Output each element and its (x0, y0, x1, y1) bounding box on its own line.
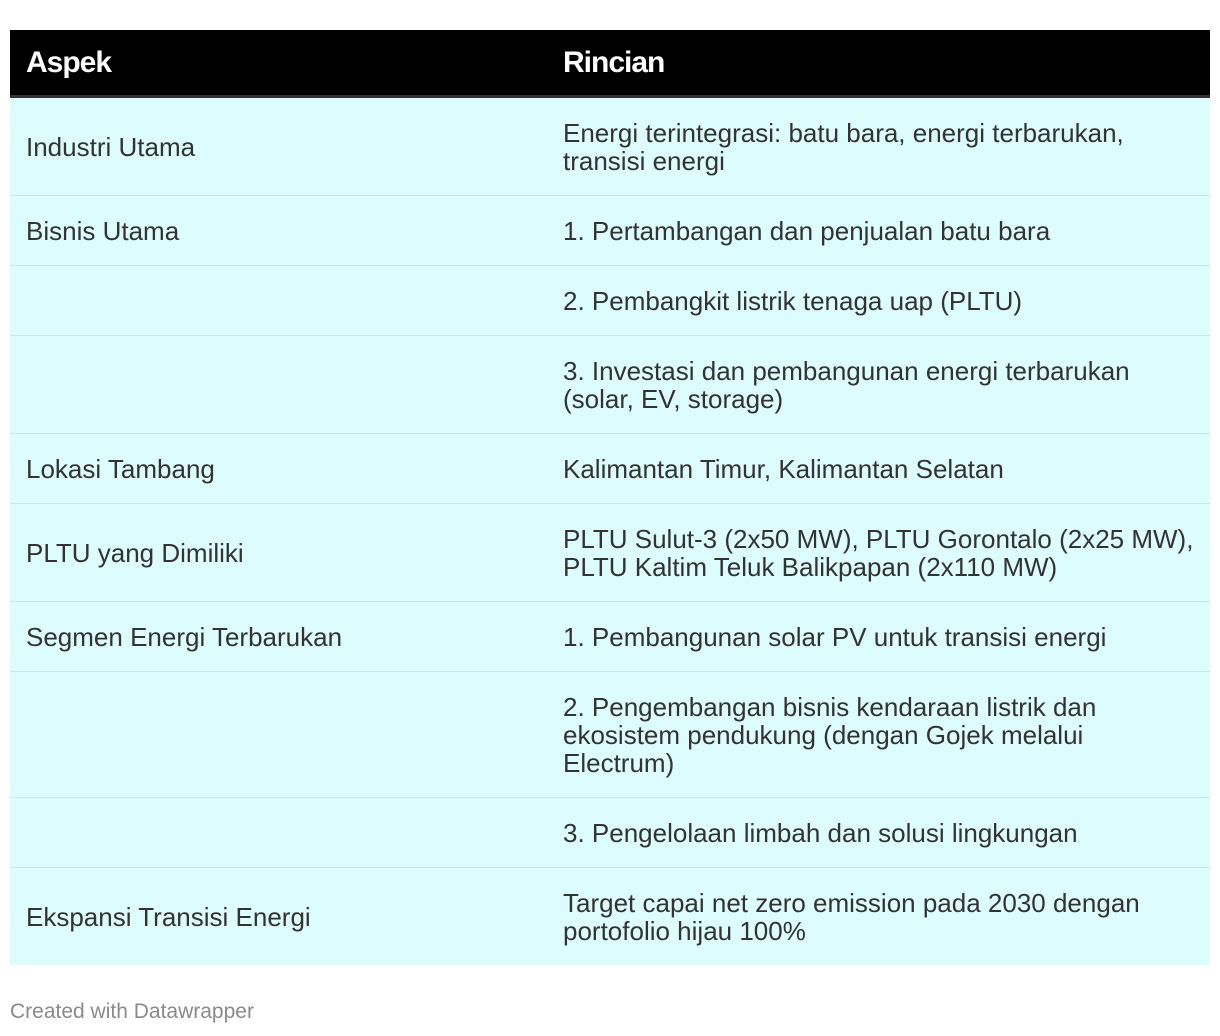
table-row (10, 798, 1210, 868)
table-row (10, 434, 1210, 504)
table-row (10, 672, 1210, 798)
data-table-container (10, 30, 1210, 965)
cell-rincian: Target capai net zero emission pada 2030 dengan portofolio hijau 100% (547, 868, 1210, 966)
cell-rincian: 3. Pengelolaan limbah dan solusi lingkungan (547, 798, 1210, 868)
cell-aspek: PLTU yang Dimiliki (10, 504, 547, 602)
cell-rincian: 3. Investasi dan pembangunan energi terbarukan (solar, EV, storage) (547, 336, 1210, 434)
cell-aspek (10, 266, 547, 336)
datawrapper-credit[interactable]: Created with Datawrapper (10, 1000, 254, 1023)
table-row (10, 868, 1210, 966)
cell-rincian: Energi terintegrasi: batu bara, energi terbarukan, transisi energi (547, 97, 1210, 196)
cell-rincian: 1. Pembangunan solar PV untuk transisi energi (547, 602, 1210, 672)
header-rincian[interactable]: Rincian (547, 30, 1210, 97)
cell-aspek: Bisnis Utama (10, 196, 547, 266)
table-row (10, 196, 1210, 266)
table-row (10, 336, 1210, 434)
cell-rincian: PLTU Sulut-3 (2x50 MW), PLTU Gorontalo (2x25 MW), PLTU Kaltim Teluk Balikpapan (2x110 MW) (547, 504, 1210, 602)
table-row (10, 504, 1210, 602)
header-aspek[interactable]: Aspek (10, 30, 547, 97)
cell-aspek (10, 798, 547, 868)
table-row (10, 97, 1210, 196)
table-row (10, 266, 1210, 336)
cell-aspek (10, 336, 547, 434)
cell-rincian: 2. Pengembangan bisnis kendaraan listrik dan ekosistem pendukung (dengan Gojek melalui Electrum) (547, 672, 1210, 798)
cell-rincian: Kalimantan Timur, Kalimantan Selatan (547, 434, 1210, 504)
cell-aspek: Lokasi Tambang (10, 434, 547, 504)
cell-aspek: Ekspansi Transisi Energi (10, 868, 547, 966)
data-table (10, 30, 1210, 965)
cell-aspek (10, 672, 547, 798)
cell-aspek: Industri Utama (10, 97, 547, 196)
cell-rincian: 1. Pertambangan dan penjualan batu bara (547, 196, 1210, 266)
table-row (10, 602, 1210, 672)
cell-aspek: Segmen Energi Terbarukan (10, 602, 547, 672)
table-header-row (10, 30, 1210, 97)
cell-rincian: 2. Pembangkit listrik tenaga uap (PLTU) (547, 266, 1210, 336)
